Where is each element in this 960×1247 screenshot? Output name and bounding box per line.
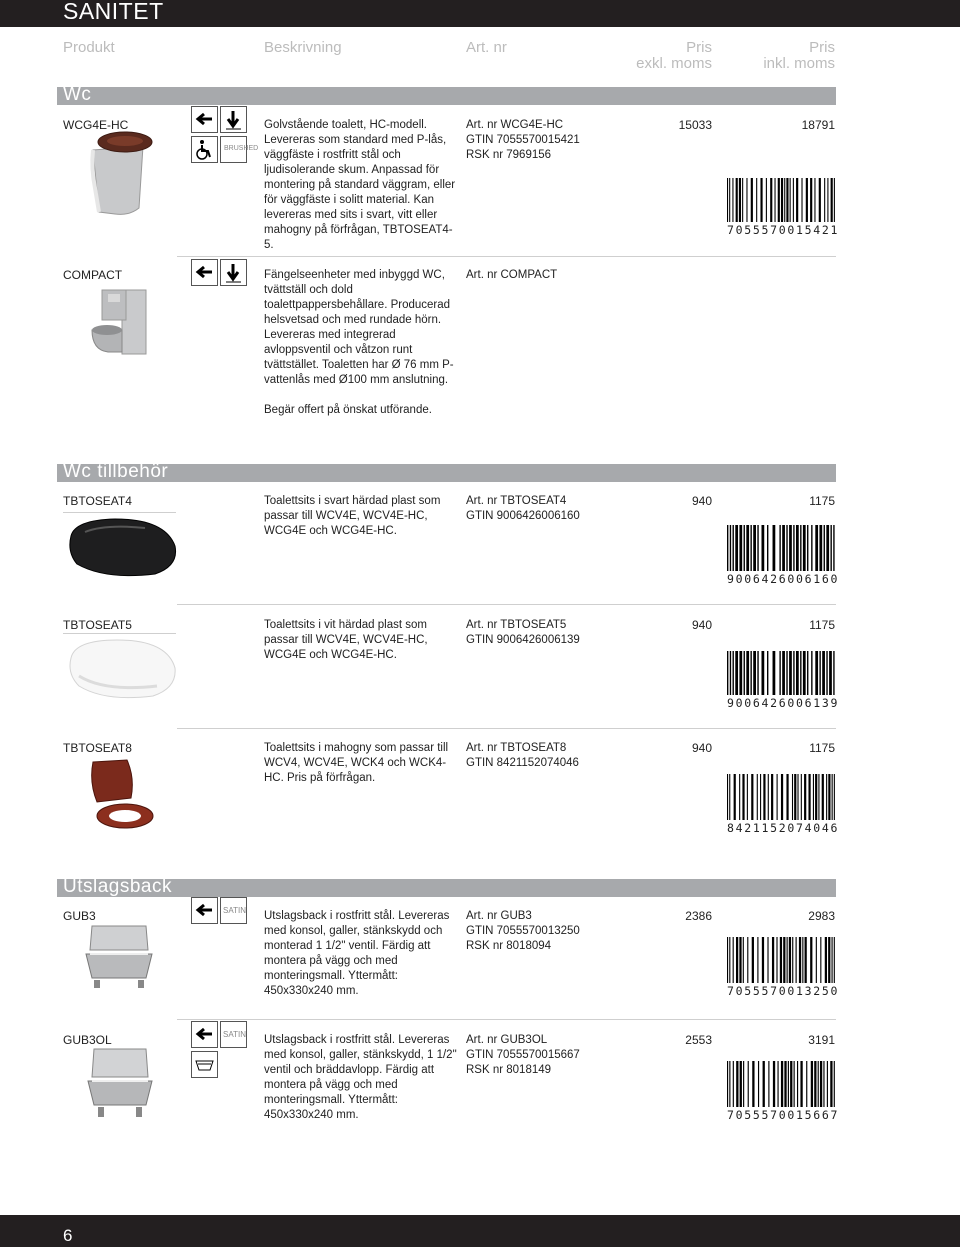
article-info	[466, 268, 557, 283]
barcode-bar	[818, 1061, 819, 1107]
barcode-bar	[826, 774, 827, 820]
wheelchair-icon	[191, 136, 218, 163]
barcode-bar	[827, 1061, 828, 1107]
barcode-bar	[758, 1061, 759, 1107]
barcode-bar	[811, 525, 812, 571]
barcode-bar	[750, 651, 751, 695]
barcode-bar	[815, 525, 818, 571]
barcode-bar	[819, 651, 820, 695]
barcode-bar	[780, 937, 782, 983]
barcode-bar	[768, 1061, 769, 1107]
article-info	[466, 909, 580, 954]
description-text: Fängelseenheter med inbyggd WC, tvättställ och dold toalettpappersbehållare. Producerad helsvetsad och med rundade hörn. Levereras med integrerad avloppsventil och våtzon runt tvättstället. Toaletten har Ø 76 mm P-vattenlås med Ø100 mm anslutning.	[264, 269, 454, 386]
col-product: Produkt	[63, 39, 115, 56]
barcode-bar	[774, 178, 775, 222]
product-description: Utslagsback i rostfritt stål. Levereras med konsol, galler, stänkskydd och monterad 1 1/2" ventil. Färdig att montera på vägg och med monteringsmall. Yttermått: 450x330x240 mm.	[264, 910, 450, 997]
satin-label: SATIN	[223, 1030, 246, 1039]
barcode-bar	[804, 774, 806, 820]
compact-unit-photo	[88, 286, 150, 360]
wall-mount-icon	[191, 1021, 218, 1048]
barcode-bar	[733, 1061, 734, 1107]
price-inc: 1175	[809, 618, 835, 632]
barcode	[727, 651, 840, 710]
barcode-bar	[834, 178, 835, 222]
barcode-bar	[787, 937, 788, 983]
barcode-bar	[743, 937, 744, 983]
barcode-bar	[794, 1061, 795, 1107]
product-description: Toalettsits i mahogny som passar till WCV4, WCV4E, WCK4 och WCK4-HC. Pris på förfrågan.	[264, 742, 449, 784]
price-inc: 1175	[809, 741, 835, 755]
barcode-bar	[736, 937, 738, 983]
barcode-bar	[740, 1061, 742, 1107]
section-accessories	[57, 461, 836, 482]
price-ex: 2553	[685, 1033, 712, 1047]
barcode-bar	[830, 1061, 832, 1107]
overflow-sink-icon	[191, 1051, 218, 1078]
barcode-bar	[735, 525, 738, 571]
rsk: RSK nr 8018149	[466, 1064, 552, 1076]
barcode-bar	[743, 1061, 744, 1107]
barcode-bar	[739, 525, 742, 571]
barcode-bar	[779, 525, 780, 571]
barcode-bar	[797, 774, 798, 820]
barcode-bar	[773, 525, 776, 571]
barcode-bar	[832, 937, 833, 983]
barcode-bar	[744, 525, 745, 571]
white-seat-photo	[65, 636, 179, 702]
barcode-bar	[783, 937, 785, 983]
barcode-bar	[784, 1061, 786, 1107]
barcode-number: 9006426006160	[727, 572, 840, 586]
barcode-bar	[789, 651, 792, 695]
barcode-bar	[742, 774, 744, 820]
gtin: GTIN 7055570015667	[466, 1049, 580, 1061]
product-code: GUB3	[63, 909, 96, 923]
barcode-bar	[819, 525, 822, 571]
barcode-bar	[767, 651, 768, 695]
article-info	[466, 1033, 580, 1078]
barcode-bar	[789, 937, 791, 983]
barcode-bar	[803, 525, 806, 571]
barcode-bar	[834, 937, 835, 983]
barcode-bar	[776, 937, 777, 983]
barcode-bar	[735, 651, 738, 695]
barcode-bar	[782, 525, 785, 571]
barcode	[727, 1061, 840, 1122]
product-code: TBTOSEAT4	[63, 494, 132, 508]
rsk: RSK nr 7969156	[466, 149, 552, 161]
barcode-bar	[790, 1061, 792, 1107]
barcode-bar	[796, 651, 799, 695]
barcode-bar	[818, 774, 819, 820]
barcode-number: 7055570015421	[727, 223, 840, 237]
barcode-bar	[822, 651, 825, 695]
barcode-bar	[760, 178, 762, 222]
barcode-bar	[782, 651, 785, 695]
satin-finish-icon	[220, 1021, 247, 1048]
barcode-bar	[797, 1061, 798, 1107]
barcode-bar	[807, 651, 808, 695]
col-art: Art. nr	[466, 39, 507, 56]
barcode-bar	[747, 774, 748, 820]
divider	[177, 728, 836, 729]
barcode-bar	[800, 525, 801, 571]
brushed-label: BRUSHED	[224, 145, 259, 152]
barcode-bars	[727, 651, 836, 695]
barcode-bar	[781, 1061, 783, 1107]
article-info	[466, 494, 580, 524]
barcode-bar	[796, 178, 798, 222]
barcode-bar	[829, 651, 832, 695]
art-number: Art. nr TBTOSEAT8	[466, 742, 567, 754]
price-ex: 940	[691, 741, 712, 755]
product-description: Golvstående toalett, HC-modell. Levereras som standard med P-lås, väggfäste i rostfritt stål och ljudisolerande skum. Anpassad för montering på standard väggram, eller för väggfäste i solitt material. Kan levereras med sits i svart, vitt eller mahogny på förfrågan, TBTOSEAT4-5.	[264, 119, 456, 251]
barcode-bar	[831, 178, 833, 222]
barcode-bar	[819, 178, 821, 222]
barcode-bar	[739, 937, 741, 983]
barcode-bars	[727, 525, 836, 571]
barcode-bar	[800, 651, 801, 695]
barcode-bar	[770, 178, 772, 222]
wall-mount-icon	[191, 897, 218, 924]
art-number: Art. nr TBTOSEAT5	[466, 619, 567, 631]
barcode-bar	[763, 774, 765, 820]
barcode-bar	[736, 178, 738, 222]
wall-mount-icon	[191, 106, 218, 133]
barcode-bar	[747, 937, 748, 983]
barcode-bar	[730, 525, 731, 571]
barcode	[727, 937, 840, 998]
rsk: RSK nr 8018094	[466, 940, 552, 952]
satin-label: SATIN	[223, 906, 246, 915]
barcode-bar	[763, 1061, 765, 1107]
barcode-bar	[805, 937, 807, 983]
section-utility-title: Utslagsback	[63, 876, 172, 897]
brushed-finish-icon	[220, 136, 259, 163]
barcode-bar	[786, 651, 787, 695]
barcode-bars	[727, 937, 836, 983]
barcode	[727, 774, 840, 835]
product-description: Toalettsits i svart härdad plast som passar till WCV4E, WCV4E-HC, WCG4E och WCG4E-HC.	[264, 495, 441, 537]
barcode-bar	[753, 525, 756, 571]
barcode-bar	[727, 1061, 728, 1107]
barcode-bar	[772, 937, 774, 983]
barcode-bar	[792, 774, 793, 820]
barcode-bar	[793, 651, 794, 695]
barcode-bar	[778, 178, 780, 222]
barcode-bar	[727, 937, 728, 983]
barcode-bar	[800, 1061, 802, 1107]
barcode-bar	[813, 774, 814, 820]
barcode-number: 9006426006139	[727, 696, 840, 710]
barcode-bar	[733, 525, 734, 571]
barcode-bars	[727, 1061, 836, 1107]
barcode-bar	[777, 774, 778, 820]
barcode-bar	[732, 178, 733, 222]
barcode-bar	[736, 1061, 738, 1107]
barcode-bar	[796, 937, 797, 983]
section-wc-title: Wc	[63, 84, 92, 105]
col-price-ex	[636, 40, 712, 72]
barcode-bar	[786, 178, 788, 222]
barcode-bar	[789, 525, 792, 571]
barcode-bar	[739, 651, 742, 695]
barcode-bar	[794, 774, 796, 820]
description-note: Begär offert på önskat utförande.	[264, 404, 432, 416]
gtin: GTIN 9006426006160	[466, 510, 580, 522]
price-inc: 2983	[808, 909, 835, 923]
divider	[63, 633, 176, 634]
barcode-bar	[730, 651, 731, 695]
barcode	[727, 525, 840, 586]
barcode-bar	[803, 651, 806, 695]
art-number: Art. nr COMPACT	[466, 269, 558, 281]
col-price-ex-1: Pris	[686, 39, 712, 56]
barcode-bar	[739, 774, 740, 820]
barcode-bar	[820, 1061, 822, 1107]
barcode-bar	[777, 1061, 778, 1107]
col-description: Beskrivning	[264, 39, 342, 56]
barcode-bar	[773, 1061, 775, 1107]
barcode-bar	[786, 774, 788, 820]
art-number: Art. nr GUB3	[466, 910, 532, 922]
barcode-bar	[781, 774, 783, 820]
barcode-bar	[757, 937, 758, 983]
barcode-bar	[757, 774, 758, 820]
article-info	[466, 618, 580, 648]
barcode-bar	[833, 651, 834, 695]
barcode-bar	[746, 525, 749, 571]
barcode-bar	[750, 525, 751, 571]
barcode-bar	[744, 651, 745, 695]
barcode-bar	[727, 651, 728, 695]
barcode-bar	[746, 178, 747, 222]
col-price-ex-2: exkl. moms	[636, 55, 712, 72]
barcode-bar	[828, 937, 830, 983]
barcode-bar	[773, 651, 776, 695]
utility-sink-photo	[82, 924, 156, 990]
barcode-bar	[757, 525, 758, 571]
barcode-bar	[761, 525, 764, 571]
barcode-bar	[814, 178, 815, 222]
barcode-bar	[834, 774, 835, 820]
divider	[177, 256, 836, 257]
barcode-bar	[796, 525, 799, 571]
product-code: GUB3OL	[63, 1033, 112, 1047]
barcode-bar	[727, 178, 728, 222]
barcode-bar	[727, 525, 728, 571]
price-inc: 3191	[808, 1033, 835, 1047]
col-price-inc	[763, 40, 835, 72]
barcode-bar	[729, 178, 730, 222]
section-utility	[57, 876, 836, 897]
toilet-photo	[85, 128, 155, 220]
price-inc: 1175	[809, 494, 835, 508]
barcode-bar	[729, 1061, 730, 1107]
floor-mount-icon	[220, 106, 247, 133]
barcode-bar	[781, 178, 783, 222]
barcode-bar	[815, 651, 818, 695]
barcode-bar	[826, 651, 827, 695]
col-price-inc-1: Pris	[809, 39, 835, 56]
barcode-bar	[767, 937, 768, 983]
barcode-bar	[824, 525, 825, 571]
page-title: SANITET	[63, 0, 164, 24]
barcode-bar	[811, 651, 812, 695]
barcode-bars	[727, 774, 836, 820]
barcode-bar	[832, 774, 833, 820]
barcode-bar	[761, 651, 764, 695]
black-seat-photo	[65, 516, 179, 580]
barcode-bar	[734, 774, 736, 820]
barcode-bar	[820, 937, 821, 983]
barcode-bar	[833, 525, 834, 571]
barcode-bar	[827, 178, 828, 222]
barcode-bar	[766, 178, 767, 222]
header-bar	[0, 0, 960, 27]
barcode-bar	[767, 525, 768, 571]
article-info	[466, 118, 580, 163]
barcode-bar	[824, 178, 825, 222]
barcode-bar	[762, 937, 764, 983]
barcode-bar	[793, 178, 794, 222]
barcode-bar	[814, 1061, 816, 1107]
barcode-bar	[807, 525, 808, 571]
barcode-bar	[727, 774, 728, 820]
barcode-bar	[801, 178, 802, 222]
barcode-bar	[752, 1061, 754, 1107]
gtin: GTIN 7055570013250	[466, 925, 580, 937]
barcode-bar	[751, 178, 753, 222]
barcode-bar	[786, 525, 787, 571]
barcode-bar	[816, 937, 817, 983]
col-price-inc-2: inkl. moms	[763, 55, 835, 72]
barcode-bar	[806, 178, 808, 222]
barcode-bar	[768, 774, 769, 820]
barcode-bar	[810, 937, 812, 983]
barcode-bar	[751, 774, 753, 820]
barcode-bar	[748, 1061, 749, 1107]
barcode-bar	[752, 937, 754, 983]
product-code: WCG4E-HC	[63, 118, 129, 132]
barcode-bar	[823, 1061, 824, 1107]
barcode-bar	[802, 937, 803, 983]
divider	[63, 512, 176, 513]
barcode-bar	[760, 774, 761, 820]
barcode-bar	[808, 774, 810, 820]
barcode-bar	[792, 937, 793, 983]
barcode-bar	[825, 937, 827, 983]
divider	[177, 1019, 836, 1020]
footer-bar	[0, 1215, 960, 1247]
page-number: 6	[63, 1226, 73, 1245]
product-description: Toalettsits i vit härdad plast som passar till WCV4E, WCV4E-HC, WCG4E och WCG4E-HC.	[264, 619, 428, 661]
art-number: Art. nr TBTOSEAT4	[466, 495, 567, 507]
barcode-bar	[822, 774, 824, 820]
barcode-bar	[729, 937, 730, 983]
barcode-bar	[753, 651, 756, 695]
barcode-bars	[727, 178, 836, 222]
barcode-bar	[729, 774, 730, 820]
product-description	[264, 268, 459, 418]
barcode-bar	[771, 774, 773, 820]
barcode-bar	[799, 937, 801, 983]
barcode-bar	[806, 1061, 807, 1107]
barcode-bar	[830, 525, 831, 571]
price-ex: 940	[691, 494, 712, 508]
barcode-bar	[779, 651, 780, 695]
barcode-bar	[757, 651, 758, 695]
barcode-bar	[811, 1061, 813, 1107]
barcode	[727, 178, 840, 237]
product-description: Utslagsback i rostfritt stål. Levereras med konsol, galler, stänkskydd, 1 1/2" ventil och bräddavlopp. Färdig att montera på vägg och med monteringsmall. Yttermått: 450x330x240 mm.	[264, 1034, 457, 1121]
barcode-bar	[826, 525, 829, 571]
barcode-bar	[790, 178, 791, 222]
price-ex: 940	[691, 618, 712, 632]
price-ex: 15033	[678, 118, 712, 132]
product-code: TBTOSEAT8	[63, 741, 132, 755]
price-inc: 18791	[801, 118, 835, 132]
divider	[177, 604, 836, 605]
barcode-bar	[746, 651, 749, 695]
barcode-bar	[834, 1061, 835, 1107]
barcode-bar	[810, 178, 812, 222]
barcode-bar	[828, 774, 830, 820]
barcode-bar	[733, 937, 734, 983]
barcode-bar	[739, 178, 741, 222]
barcode-bar	[742, 178, 743, 222]
art-number: Art. nr GUB3OL	[466, 1034, 548, 1046]
mahogany-seat-photo	[87, 758, 155, 832]
barcode-bar	[756, 178, 757, 222]
section-accessories-title: Wc tillbehör	[63, 461, 169, 482]
product-code: COMPACT	[63, 268, 123, 282]
price-ex: 2386	[685, 909, 712, 923]
barcode-bar	[784, 178, 785, 222]
article-info	[466, 741, 579, 771]
gtin: GTIN 8421152074046	[466, 757, 579, 769]
gtin: GTIN 7055570015421	[466, 134, 580, 146]
wall-mount-icon	[191, 259, 218, 286]
barcode-bar	[815, 774, 817, 820]
satin-finish-icon	[220, 897, 247, 924]
barcode-number: 7055570013250	[727, 984, 840, 998]
barcode-bar	[793, 525, 794, 571]
barcode-number: 8421152074046	[727, 821, 840, 835]
barcode-number: 7055570015667	[727, 1108, 840, 1122]
product-code: TBTOSEAT5	[63, 618, 132, 632]
gtin: GTIN 9006426006139	[466, 634, 580, 646]
art-number: Art. nr WCG4E-HC	[466, 119, 564, 131]
barcode-bar	[801, 774, 802, 820]
utility-sink-overflow-photo	[84, 1047, 156, 1121]
barcode-bar	[733, 651, 734, 695]
floor-mount-icon	[220, 259, 247, 286]
section-wc	[57, 84, 836, 105]
barcode-bar	[788, 1061, 789, 1107]
